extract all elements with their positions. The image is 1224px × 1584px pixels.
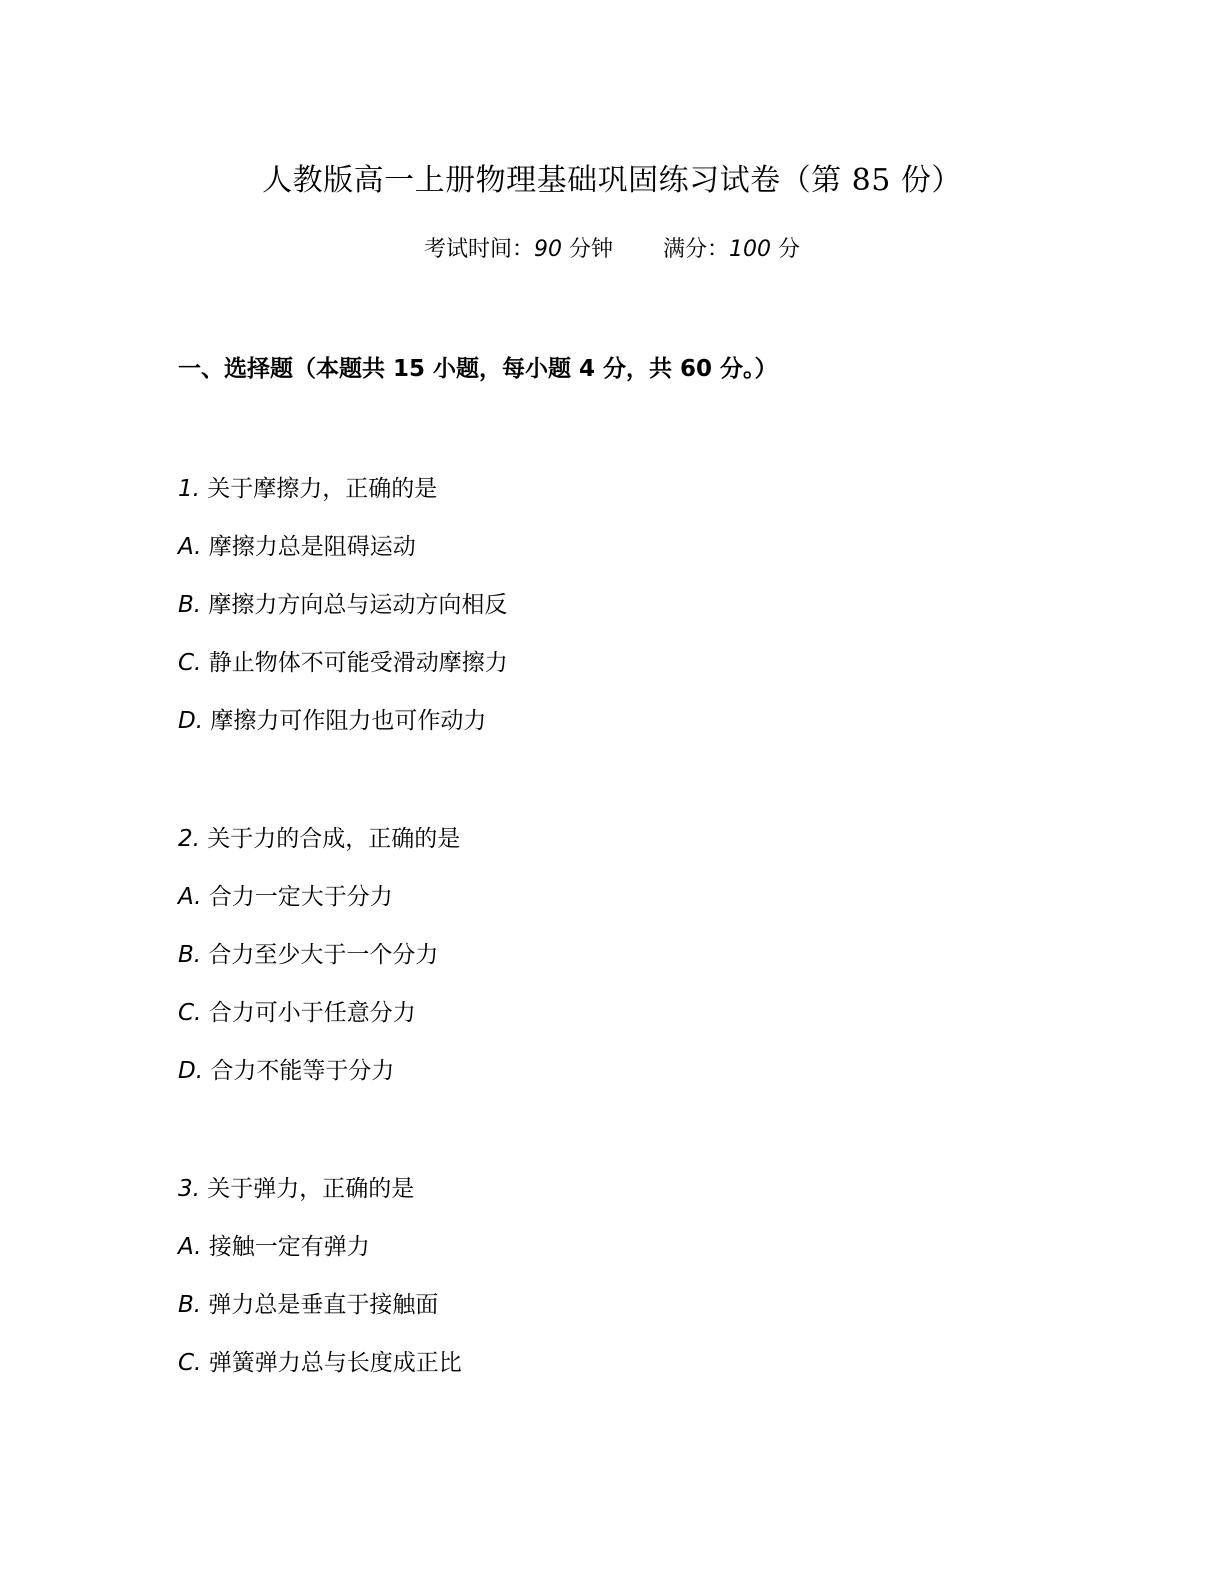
option-label: D. (178, 708, 204, 734)
option-label: A. (178, 534, 202, 560)
option-label: C. (178, 650, 202, 676)
score-value: 100 (729, 237, 772, 262)
option-text: 摩擦力方向总与运动方向相反 (208, 592, 508, 618)
question-text: 关于摩擦力，正确的是 (207, 476, 438, 502)
option-label: C. (178, 1350, 202, 1376)
option-label: B. (178, 942, 202, 968)
question-1-option-d (178, 704, 486, 738)
time-unit: 分钟 (568, 237, 613, 262)
option-text: 弹簧弹力总与长度成正比 (208, 1350, 462, 1376)
option-text: 合力可小于任意分力 (208, 1000, 416, 1026)
option-label: B. (178, 1292, 202, 1318)
question-number: 2. (178, 826, 200, 852)
option-text: 摩擦力可作阻力也可作动力 (210, 708, 487, 734)
option-text: 弹力总是垂直于接触面 (208, 1292, 439, 1318)
option-label: A. (178, 884, 202, 910)
exam-info (0, 234, 1224, 266)
score-label: 满分： (663, 237, 730, 262)
question-3-option-c (178, 1346, 462, 1380)
time-value: 90 (533, 237, 562, 262)
question-3-stem (178, 1172, 414, 1206)
question-1-option-c (178, 646, 508, 680)
question-text: 关于弹力，正确的是 (207, 1176, 415, 1202)
option-text: 合力不能等于分力 (210, 1058, 395, 1084)
option-label: A. (178, 1234, 202, 1260)
option-text: 接触一定有弹力 (208, 1234, 370, 1260)
option-text: 合力一定大于分力 (208, 884, 393, 910)
section-heading: 一、选择题（本题共 15 小题，每小题 4 分，共 60 分。） (178, 356, 778, 382)
option-label: C. (178, 1000, 202, 1026)
score-unit: 分 (778, 237, 801, 262)
question-2-option-d (178, 1054, 394, 1088)
question-3-option-a (178, 1230, 370, 1264)
option-text: 静止物体不可能受滑动摩擦力 (208, 650, 508, 676)
question-text: 关于力的合成，正确的是 (207, 826, 461, 852)
question-1-option-b (178, 588, 507, 622)
question-1-option-a (178, 530, 416, 564)
question-3-option-b (178, 1288, 438, 1322)
option-label: B. (178, 592, 202, 618)
option-text: 摩擦力总是阻碍运动 (208, 534, 416, 560)
question-2-option-a (178, 880, 393, 914)
exam-title: 人教版高一上册物理基础巩固练习试卷（第 85 份） (262, 163, 962, 198)
question-2-option-c (178, 996, 416, 1030)
question-number: 3. (178, 1176, 200, 1202)
question-number: 1. (178, 476, 200, 502)
time-label: 考试时间： (423, 237, 534, 262)
option-text: 合力至少大于一个分力 (208, 942, 439, 968)
question-2-option-b (178, 938, 438, 972)
question-2-stem (178, 822, 460, 856)
question-1-stem (178, 472, 437, 506)
option-label: D. (178, 1058, 204, 1084)
